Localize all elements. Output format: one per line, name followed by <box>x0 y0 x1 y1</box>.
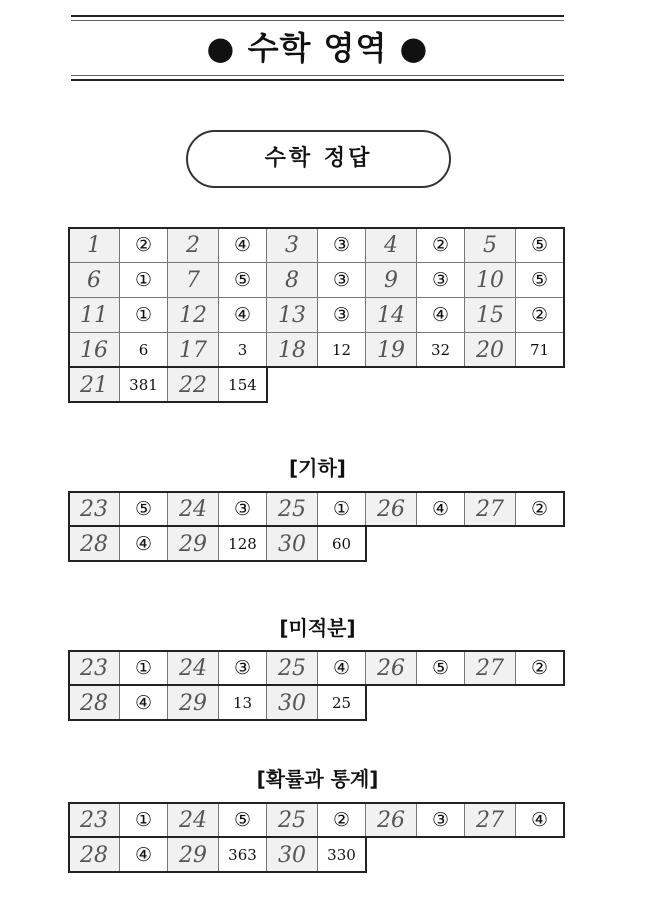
answer-value: 154 <box>219 368 267 403</box>
question-number: 18 <box>267 333 318 368</box>
empty-cell <box>318 368 366 403</box>
answer-value: 25 <box>318 686 366 721</box>
question-number: 24 <box>168 492 219 527</box>
answer-value: 128 <box>219 527 267 562</box>
empty-cell <box>465 686 516 721</box>
question-number: 21 <box>69 368 120 403</box>
question-number: 14 <box>366 298 417 333</box>
answer-value: ④ <box>120 838 168 873</box>
answer-value: 12 <box>318 333 366 368</box>
empty-cell <box>516 368 564 403</box>
answer-value: 71 <box>516 333 564 368</box>
answer-value: ② <box>417 228 465 263</box>
question-number: 27 <box>465 492 516 527</box>
empty-cell <box>465 527 516 562</box>
question-number: 4 <box>366 228 417 263</box>
answer-row <box>69 686 564 721</box>
empty-cell <box>465 838 516 873</box>
section-title: [기하] <box>289 456 346 480</box>
section-answer-table <box>68 491 564 562</box>
answer-value: ③ <box>219 651 267 686</box>
answer-row <box>69 527 564 562</box>
question-number: 8 <box>267 263 318 298</box>
answer-value: ③ <box>417 803 465 838</box>
header-rule-top <box>71 15 564 17</box>
question-number: 26 <box>366 651 417 686</box>
answer-value: ① <box>120 803 168 838</box>
question-number: 29 <box>168 686 219 721</box>
question-number: 12 <box>168 298 219 333</box>
question-number: 16 <box>69 333 120 368</box>
answer-value: ② <box>516 651 564 686</box>
question-number: 7 <box>168 263 219 298</box>
question-number: 22 <box>168 368 219 403</box>
answer-value: ① <box>318 492 366 527</box>
question-number: 29 <box>168 527 219 562</box>
answer-value: ⑤ <box>120 492 168 527</box>
question-number: 19 <box>366 333 417 368</box>
question-number: 10 <box>465 263 516 298</box>
answer-value: ③ <box>318 298 366 333</box>
answer-value: 3 <box>219 333 267 368</box>
answer-value: ① <box>120 651 168 686</box>
answer-value: ④ <box>417 492 465 527</box>
answer-value: 363 <box>219 838 267 873</box>
answer-value: ⑤ <box>219 263 267 298</box>
question-number: 28 <box>69 838 120 873</box>
answer-value: ⑤ <box>516 263 564 298</box>
question-number: 9 <box>366 263 417 298</box>
question-number: 25 <box>267 492 318 527</box>
question-number: 24 <box>168 651 219 686</box>
empty-cell <box>465 368 516 403</box>
answer-row <box>69 368 564 403</box>
question-number: 17 <box>168 333 219 368</box>
page-title: ● 수학 영역 ● <box>206 29 429 67</box>
empty-cell <box>366 686 417 721</box>
empty-cell <box>417 686 465 721</box>
empty-cell <box>516 686 564 721</box>
answer-value: ④ <box>120 527 168 562</box>
answer-value: ④ <box>417 298 465 333</box>
question-number: 11 <box>69 298 120 333</box>
answer-value: ① <box>120 263 168 298</box>
answer-row <box>69 298 564 333</box>
answer-value: ③ <box>318 263 366 298</box>
answer-value: 60 <box>318 527 366 562</box>
empty-cell <box>417 527 465 562</box>
answer-value: ④ <box>516 803 564 838</box>
answer-row <box>69 492 564 527</box>
question-number: 29 <box>168 838 219 873</box>
header-rule-top-thin <box>71 20 564 21</box>
question-number: 27 <box>465 651 516 686</box>
section-title: [확률과 통계] <box>256 767 379 791</box>
question-number: 26 <box>366 803 417 838</box>
question-number: 25 <box>267 803 318 838</box>
answer-value: 330 <box>318 838 366 873</box>
question-number: 3 <box>267 228 318 263</box>
answer-value: ⑤ <box>417 651 465 686</box>
common-answer-table <box>68 227 564 403</box>
question-number: 15 <box>465 298 516 333</box>
question-number: 2 <box>168 228 219 263</box>
empty-cell <box>366 838 417 873</box>
question-number: 23 <box>69 492 120 527</box>
answer-value: ④ <box>318 651 366 686</box>
answer-value: ② <box>120 228 168 263</box>
question-number: 27 <box>465 803 516 838</box>
question-number: 1 <box>69 228 120 263</box>
answer-row <box>69 838 564 873</box>
question-number: 30 <box>267 838 318 873</box>
answer-row <box>69 263 564 298</box>
answer-value: 381 <box>120 368 168 403</box>
answer-value: ② <box>516 492 564 527</box>
empty-cell <box>366 527 417 562</box>
answer-row <box>69 333 564 368</box>
question-number: 13 <box>267 298 318 333</box>
answer-value: ③ <box>318 228 366 263</box>
answer-value: ④ <box>219 298 267 333</box>
answer-value: ② <box>516 298 564 333</box>
section-title: [미적분] <box>279 616 356 640</box>
answer-value: ④ <box>120 686 168 721</box>
answer-row <box>69 803 564 838</box>
answer-key-badge: 수학 정답 <box>186 130 451 188</box>
question-number: 28 <box>69 686 120 721</box>
section-answer-table <box>68 802 564 873</box>
empty-cell <box>516 527 564 562</box>
question-number: 28 <box>69 527 120 562</box>
section-answer-table <box>68 650 564 721</box>
question-number: 20 <box>465 333 516 368</box>
empty-cell <box>516 838 564 873</box>
header-rule-bottom-thin <box>71 75 564 76</box>
answer-row <box>69 651 564 686</box>
empty-cell <box>417 838 465 873</box>
empty-cell <box>267 368 318 403</box>
answer-row <box>69 228 564 263</box>
question-number: 5 <box>465 228 516 263</box>
question-number: 30 <box>267 686 318 721</box>
answer-value: ③ <box>219 492 267 527</box>
answer-value: ① <box>120 298 168 333</box>
answer-value: ④ <box>219 228 267 263</box>
answer-value: 6 <box>120 333 168 368</box>
empty-cell <box>417 368 465 403</box>
question-number: 25 <box>267 651 318 686</box>
header-rule-bottom <box>71 79 564 81</box>
question-number: 6 <box>69 263 120 298</box>
answer-value: 13 <box>219 686 267 721</box>
question-number: 30 <box>267 527 318 562</box>
question-number: 26 <box>366 492 417 527</box>
question-number: 24 <box>168 803 219 838</box>
answer-value: ⑤ <box>516 228 564 263</box>
question-number: 23 <box>69 803 120 838</box>
answer-value: ⑤ <box>219 803 267 838</box>
empty-cell <box>366 368 417 403</box>
answer-value: 32 <box>417 333 465 368</box>
question-number: 23 <box>69 651 120 686</box>
answer-value: ③ <box>417 263 465 298</box>
answer-value: ② <box>318 803 366 838</box>
